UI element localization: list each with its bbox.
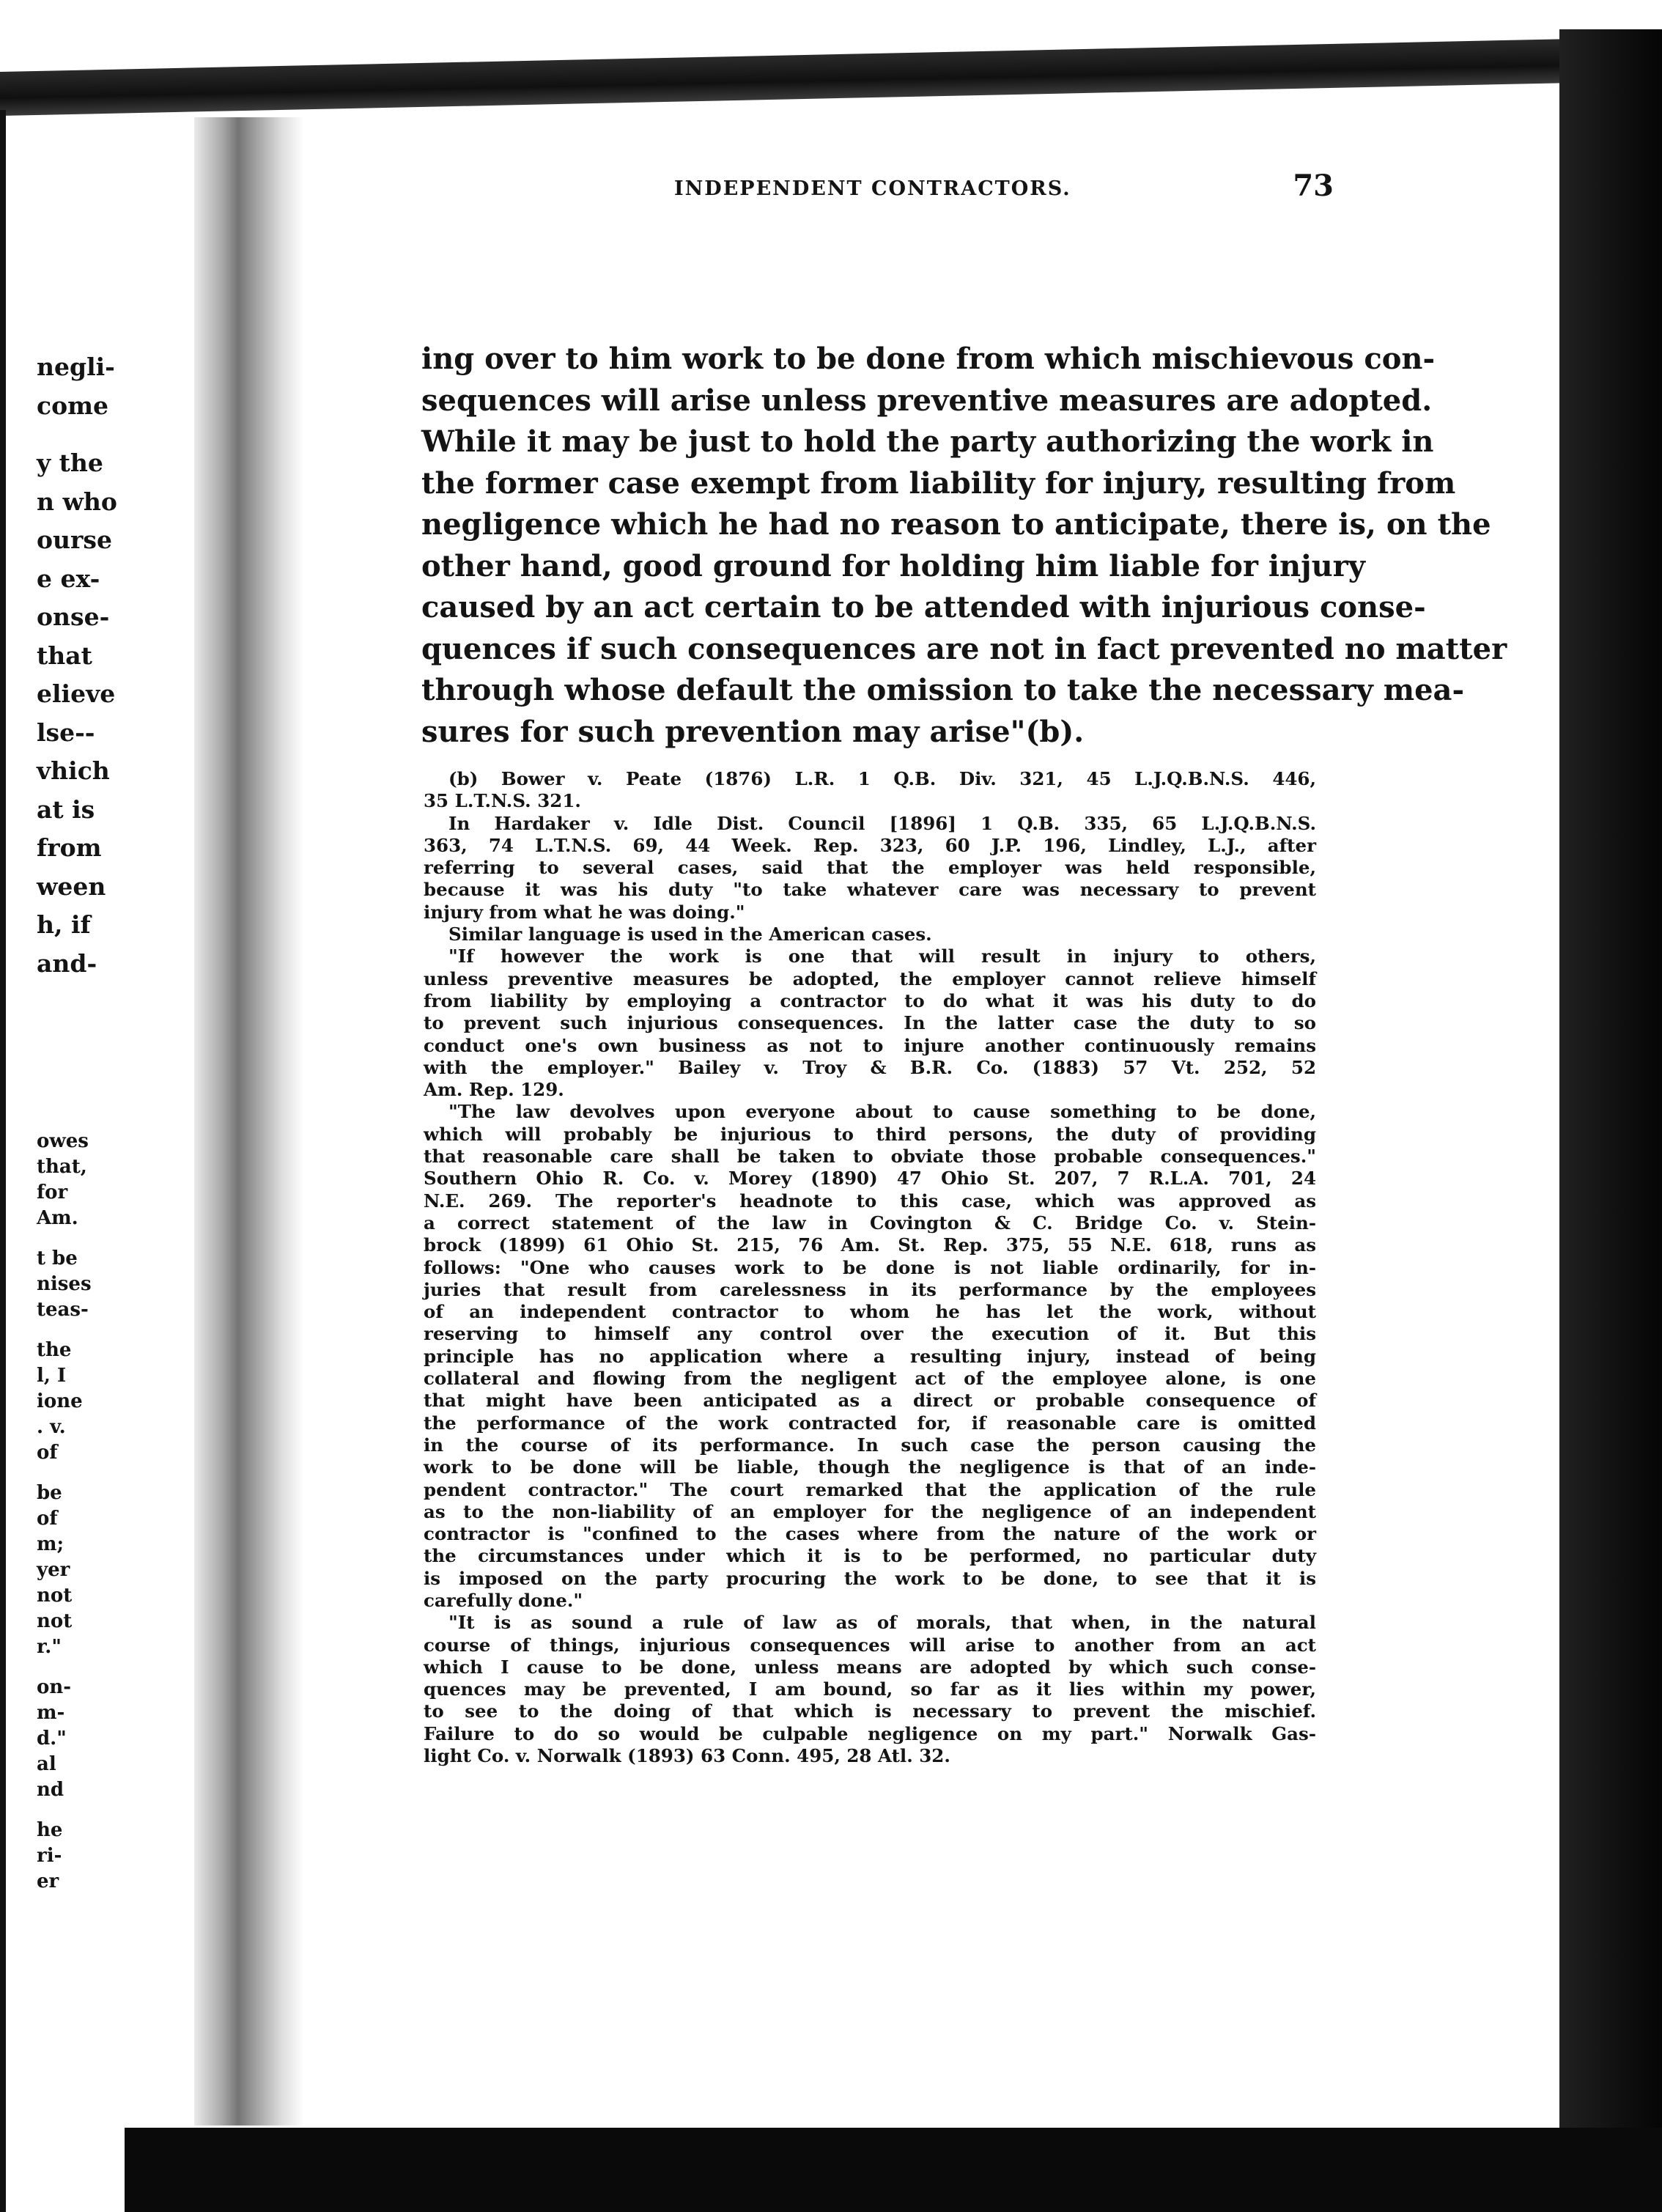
- facing-line: nises: [37, 1273, 92, 1295]
- facing-line-gap: [37, 1231, 198, 1246]
- facing-line: ione: [37, 1390, 83, 1412]
- footnote-line: a correct statement of the law in Covington & C. Bridge Co. v. Stein-: [424, 1212, 1316, 1234]
- footnote-line: referring to several cases, said that the employer was held responsible,: [424, 857, 1316, 879]
- facing-line: nd: [37, 1779, 64, 1801]
- facing-line: n who: [37, 487, 117, 516]
- footnote-line: conduct one's own business as not to injure another continuously remains: [424, 1034, 1316, 1056]
- facing-line-gap: [37, 1323, 198, 1338]
- facing-line: owes: [37, 1130, 89, 1152]
- footnote-line: the circumstances under which it is to be performed, no particular duty: [424, 1545, 1316, 1567]
- body-line: sequences will arise unless preventive measures are adopted.: [421, 383, 1433, 418]
- footnote-line: "The law devolves upon everyone about to cause something to be done,: [448, 1101, 1316, 1123]
- facing-line: vhich: [37, 756, 110, 785]
- facing-line: not: [37, 1610, 73, 1632]
- footnote-line: to see to the doing of that which is necessary to prevent the mischief.: [424, 1700, 1316, 1722]
- facing-line: that,: [37, 1156, 87, 1178]
- facing-page-text-lower: [37, 1129, 198, 1895]
- footnote-line: unless preventive measures be adopted, the employer cannot relieve himself: [424, 967, 1316, 989]
- facing-line: elieve: [37, 679, 116, 708]
- footnote-line: which I cause to be done, unless means are adopted by which such conse-: [424, 1656, 1316, 1678]
- footnote-line: light Co. v. Norwalk (1893) 63 Conn. 495, 28 Atl. 32.: [424, 1745, 950, 1767]
- facing-line: lse--: [37, 718, 95, 747]
- footnote-line: of an independent contractor to whom he has let the work, without: [424, 1301, 1316, 1323]
- facing-line: yer: [37, 1559, 70, 1581]
- facing-line: ween: [37, 871, 106, 901]
- footnote-line: carefully done.": [424, 1589, 583, 1611]
- facing-line: the: [37, 1339, 72, 1361]
- running-title: INDEPENDENT CONTRACTORS.: [674, 177, 1071, 200]
- footnote-line: follows: "One who causes work to be done is not liable ordinarily, for in-: [424, 1256, 1316, 1278]
- facing-page-text-upper: [37, 348, 198, 983]
- footnote-line: (b) Bower v. Peate (1876) L.R. 1 Q.B. Div. 321, 45 L.J.Q.B.N.S. 446,: [448, 768, 1316, 789]
- footnote-line: contractor is "confined to the cases where from the nature of the work or: [424, 1523, 1316, 1545]
- footnote-line: juries that result from carelessness in its performance by the employees: [424, 1278, 1316, 1300]
- facing-line: ourse: [37, 526, 112, 554]
- facing-line: m;: [37, 1533, 64, 1555]
- footnote-line: "If however the work is one that will result in injury to others,: [448, 945, 1316, 967]
- facing-line: that: [37, 641, 92, 670]
- footnote-line: N.E. 269. The reporter's headnote to this case, which was approved as: [424, 1190, 1316, 1212]
- facing-line: e ex-: [37, 564, 100, 593]
- facing-line: from: [37, 833, 102, 862]
- scan-border-bottom: [125, 2128, 1662, 2212]
- facing-line-gap: [37, 1803, 198, 1818]
- footnote-line: with the employer." Bailey v. Troy & B.R. Co. (1883) 57 Vt. 252, 52: [424, 1056, 1316, 1078]
- footnote-line: which will probably be injurious to third persons, the duty of providing: [424, 1123, 1316, 1145]
- book-gutter: [194, 117, 304, 2126]
- facing-line: h, if: [37, 910, 91, 939]
- facing-line: teas-: [37, 1299, 89, 1321]
- facing-line: l, I: [37, 1365, 67, 1387]
- footnote-line: work to be done will be liable, though the negligence is that of an inde-: [424, 1456, 1316, 1478]
- footnotes: [424, 768, 1316, 1767]
- footnote-line: principle has no application where a resulting injury, instead of being: [424, 1345, 1316, 1367]
- facing-line: on-: [37, 1676, 72, 1698]
- scan-border-left: [0, 110, 6, 2212]
- footnote-line: to prevent such injurious consequences. In the latter case the duty to so: [424, 1012, 1316, 1034]
- facing-line: er: [37, 1870, 59, 1892]
- body-line: quences if such consequences are not in fact prevented no matter: [421, 631, 1507, 666]
- body-line: sures for such prevention may arise"(b).: [421, 714, 1085, 749]
- facing-line: be: [37, 1482, 62, 1504]
- facing-line: at is: [37, 795, 95, 824]
- facing-line: al: [37, 1753, 56, 1775]
- facing-line: for: [37, 1181, 68, 1203]
- facing-line: Am.: [37, 1207, 78, 1229]
- facing-line: not: [37, 1585, 73, 1607]
- footnote-line: is imposed on the party procuring the work to be done, to see that it is: [424, 1567, 1316, 1589]
- facing-line: and-: [37, 948, 97, 978]
- facing-line: m-: [37, 1702, 65, 1724]
- footnote-line: in the course of its performance. In such case the person causing the: [424, 1434, 1316, 1456]
- footnote-line: pendent contractor." The court remarked that the application of the rule: [424, 1478, 1316, 1500]
- body-paragraph: [421, 339, 1507, 753]
- body-line: ing over to him work to be done from which mischievous con-: [421, 342, 1436, 376]
- facing-line: d.": [37, 1728, 67, 1750]
- body-line: While it may be just to hold the party authorizing the work in: [421, 424, 1434, 459]
- footnote-line: 363, 74 L.T.N.S. 69, 44 Week. Rep. 323, 60 J.P. 196, Lindley, L.J., after: [424, 834, 1316, 856]
- body-line: negligence which he had no reason to anticipate, there is, on the: [421, 507, 1491, 542]
- facing-line-gap: [37, 425, 198, 444]
- footnote-line: the performance of the work contracted for, if reasonable care is omitted: [424, 1412, 1316, 1434]
- facing-line: ri-: [37, 1845, 62, 1867]
- body-line: through whose default the omission to take the necessary mea-: [421, 673, 1465, 707]
- footnote-line: "It is as sound a rule of law as of morals, that when, in the natural: [448, 1612, 1316, 1634]
- footnote-line: that reasonable care shall be taken to obviate those probable consequences.": [424, 1146, 1316, 1168]
- footnote-line: brock (1899) 61 Ohio St. 215, 76 Am. St. Rep. 375, 55 N.E. 618, runs as: [424, 1234, 1316, 1256]
- footnote-line: Similar language is used in the American cases.: [448, 923, 932, 945]
- facing-line: t be: [37, 1247, 78, 1269]
- footnote-line: that might have been anticipated as a direct or probable consequence of: [424, 1390, 1316, 1412]
- footnote-line: Am. Rep. 129.: [424, 1079, 564, 1101]
- facing-line: of: [37, 1508, 58, 1530]
- footnote-line: 35 L.T.N.S. 321.: [424, 790, 581, 812]
- footnote-line: collateral and flowing from the negligent act of the employee alone, is one: [424, 1368, 1316, 1390]
- running-header: [359, 169, 1334, 213]
- facing-line: of: [37, 1442, 58, 1464]
- footnote-line: from liability by employing a contractor to do what it was his duty to do: [424, 989, 1316, 1011]
- footnote-line: Southern Ohio R. Co. v. Morey (1890) 47 Ohio St. 207, 7 R.L.A. 701, 24: [424, 1168, 1316, 1190]
- footnote-line: injury from what he was doing.": [424, 901, 745, 923]
- footnote-line: reserving to himself any control over the execution of it. But this: [424, 1323, 1316, 1345]
- facing-line: onse-: [37, 602, 110, 631]
- footnote-line: In Hardaker v. Idle Dist. Council [1896] 1 Q.B. 335, 65 L.J.Q.B.N.S.: [448, 812, 1316, 834]
- facing-line: y the: [37, 449, 103, 477]
- facing-line: . v.: [37, 1416, 66, 1438]
- footnote-line: course of things, injurious consequences will arise to another from an act: [424, 1634, 1316, 1656]
- facing-line: he: [37, 1819, 63, 1841]
- body-line: caused by an act certain to be attended with injurious conse-: [421, 590, 1426, 624]
- footnote-line: because it was his duty "to take whatever care was necessary to prevent: [424, 879, 1316, 901]
- facing-line-gap: [37, 1466, 198, 1481]
- body-line: other hand, good ground for holding him liable for injury: [421, 548, 1365, 583]
- body-line: the former case exempt from liability for injury, resulting from: [421, 465, 1456, 501]
- facing-line: come: [37, 391, 109, 420]
- facing-line: negli-: [37, 353, 115, 381]
- scan-border-right: [1559, 29, 1662, 2212]
- footnote-line: as to the non-liability of an employer for the negligence of an independent: [424, 1500, 1316, 1522]
- scan-border-top: [0, 0, 1662, 110]
- facing-line-gap: [37, 1660, 198, 1675]
- page-number: 73: [1293, 169, 1334, 203]
- footnote-line: quences may be prevented, I am bound, so far as it lies within my power,: [424, 1678, 1316, 1700]
- footnote-line: Failure to do so would be culpable negligence on my part." Norwalk Gas-: [424, 1722, 1316, 1744]
- facing-line: r.": [37, 1636, 62, 1658]
